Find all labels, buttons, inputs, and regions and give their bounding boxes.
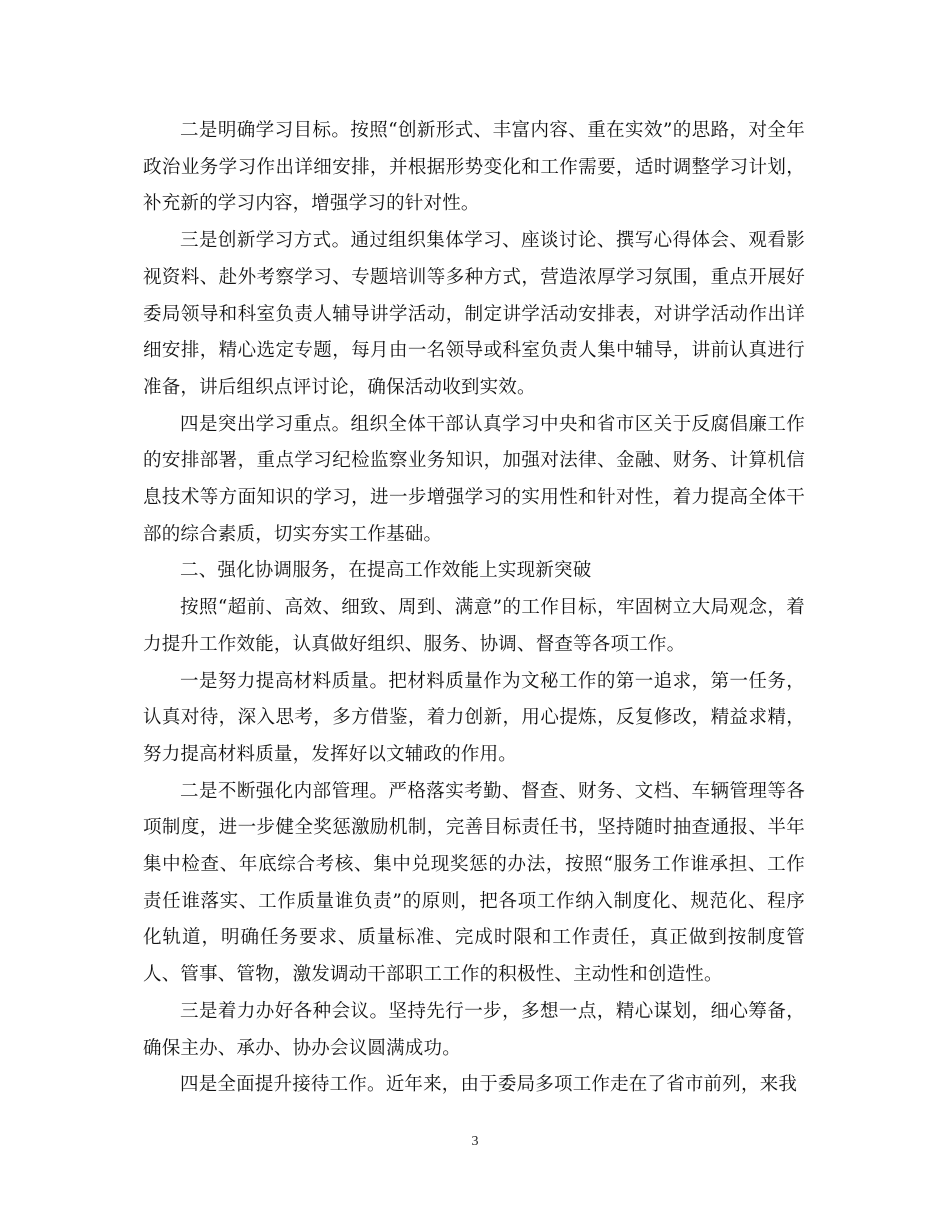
paragraph-material-quality: 一是努力提高材料质量。把材料质量作为文秘工作的第一追求，第一任务，认真对待，深入思考，多方借鉴，着力创新，用心提炼，反复修改，精益求精，努力提高材料质量，发挥好以文辅政的作用。 (143, 670, 805, 765)
paragraph-study-methods: 三是创新学习方式。通过组织集体学习、座谈讨论、撰写心得体会、观看影视资料、赴外考察学习、专题培训等多种方式，营造浓厚学习氛围，重点开展好委局领导和科室负责人辅导讲学活动，制定讲学活动安排表，对讲学活动作出详细安排，精心选定专题，每月由一名领导或科室负责人集中辅导，讲前认真进行准备，讲后组织点评讨论，确保活动收到实效。 (143, 230, 805, 398)
paragraph-internal-management: 二是不断强化内部管理。严格落实考勤、督查、财务、文档、车辆管理等各项制度，进一步健全奖惩激励机制，完善目标责任书，坚持随时抽查通报、半年集中检查、年底综合考核、集中兑现奖惩的办法，按照“服务工作谁承担、工作责任谁落实、工作质量谁负责”的原则，把各项工作纳入制度化、规范化、程序化轨道，明确任务要求、质量标准、完成时限和工作责任，真正做到按制度管人、管事、管物，激发调动干部职工工作的积极性、主动性和创造性。 (143, 780, 805, 986)
paragraph-meetings: 三是着力办好各种会议。坚持先行一步，多想一点，精心谋划，细心筹备，确保主办、承办、协办会议圆满成功。 (143, 1000, 805, 1059)
paragraph-study-goals: 二是明确学习目标。按照“创新形式、丰富内容、重在实效”的思路，对全年政治业务学习作出详细安排，并根据形势变化和工作需要，适时调整学习计划，补充新的学习内容，增强学习的针对性。 (143, 120, 805, 215)
section-heading-coordination: 二、强化协调服务，在提高工作效能上实现新突破 (180, 560, 592, 582)
paragraph-work-goals: 按照“超前、高效、细致、周到、满意”的工作目标，牢固树立大局观念，着力提升工作效能，认真做好组织、服务、协调、督查等各项工作。 (143, 597, 805, 655)
paragraph-reception: 四是全面提升接待工作。近年来，由于委局多项工作走在了省市前列，来我 (180, 1074, 798, 1096)
page-number: 3 (471, 1134, 479, 1149)
body-text (143, 113, 805, 1104)
paragraph-study-focus: 四是突出学习重点。组织全体干部认真学习中央和省市区关于反腐倡廉工作的安排部署，重点学习纪检监察业务知识，加强对法律、金融、财务、计算机信息技术等方面知识的学习，进一步增强学习的实用性和针对性，着力提高全体干部的综合素质，切实夯实工作基础。 (143, 413, 805, 545)
